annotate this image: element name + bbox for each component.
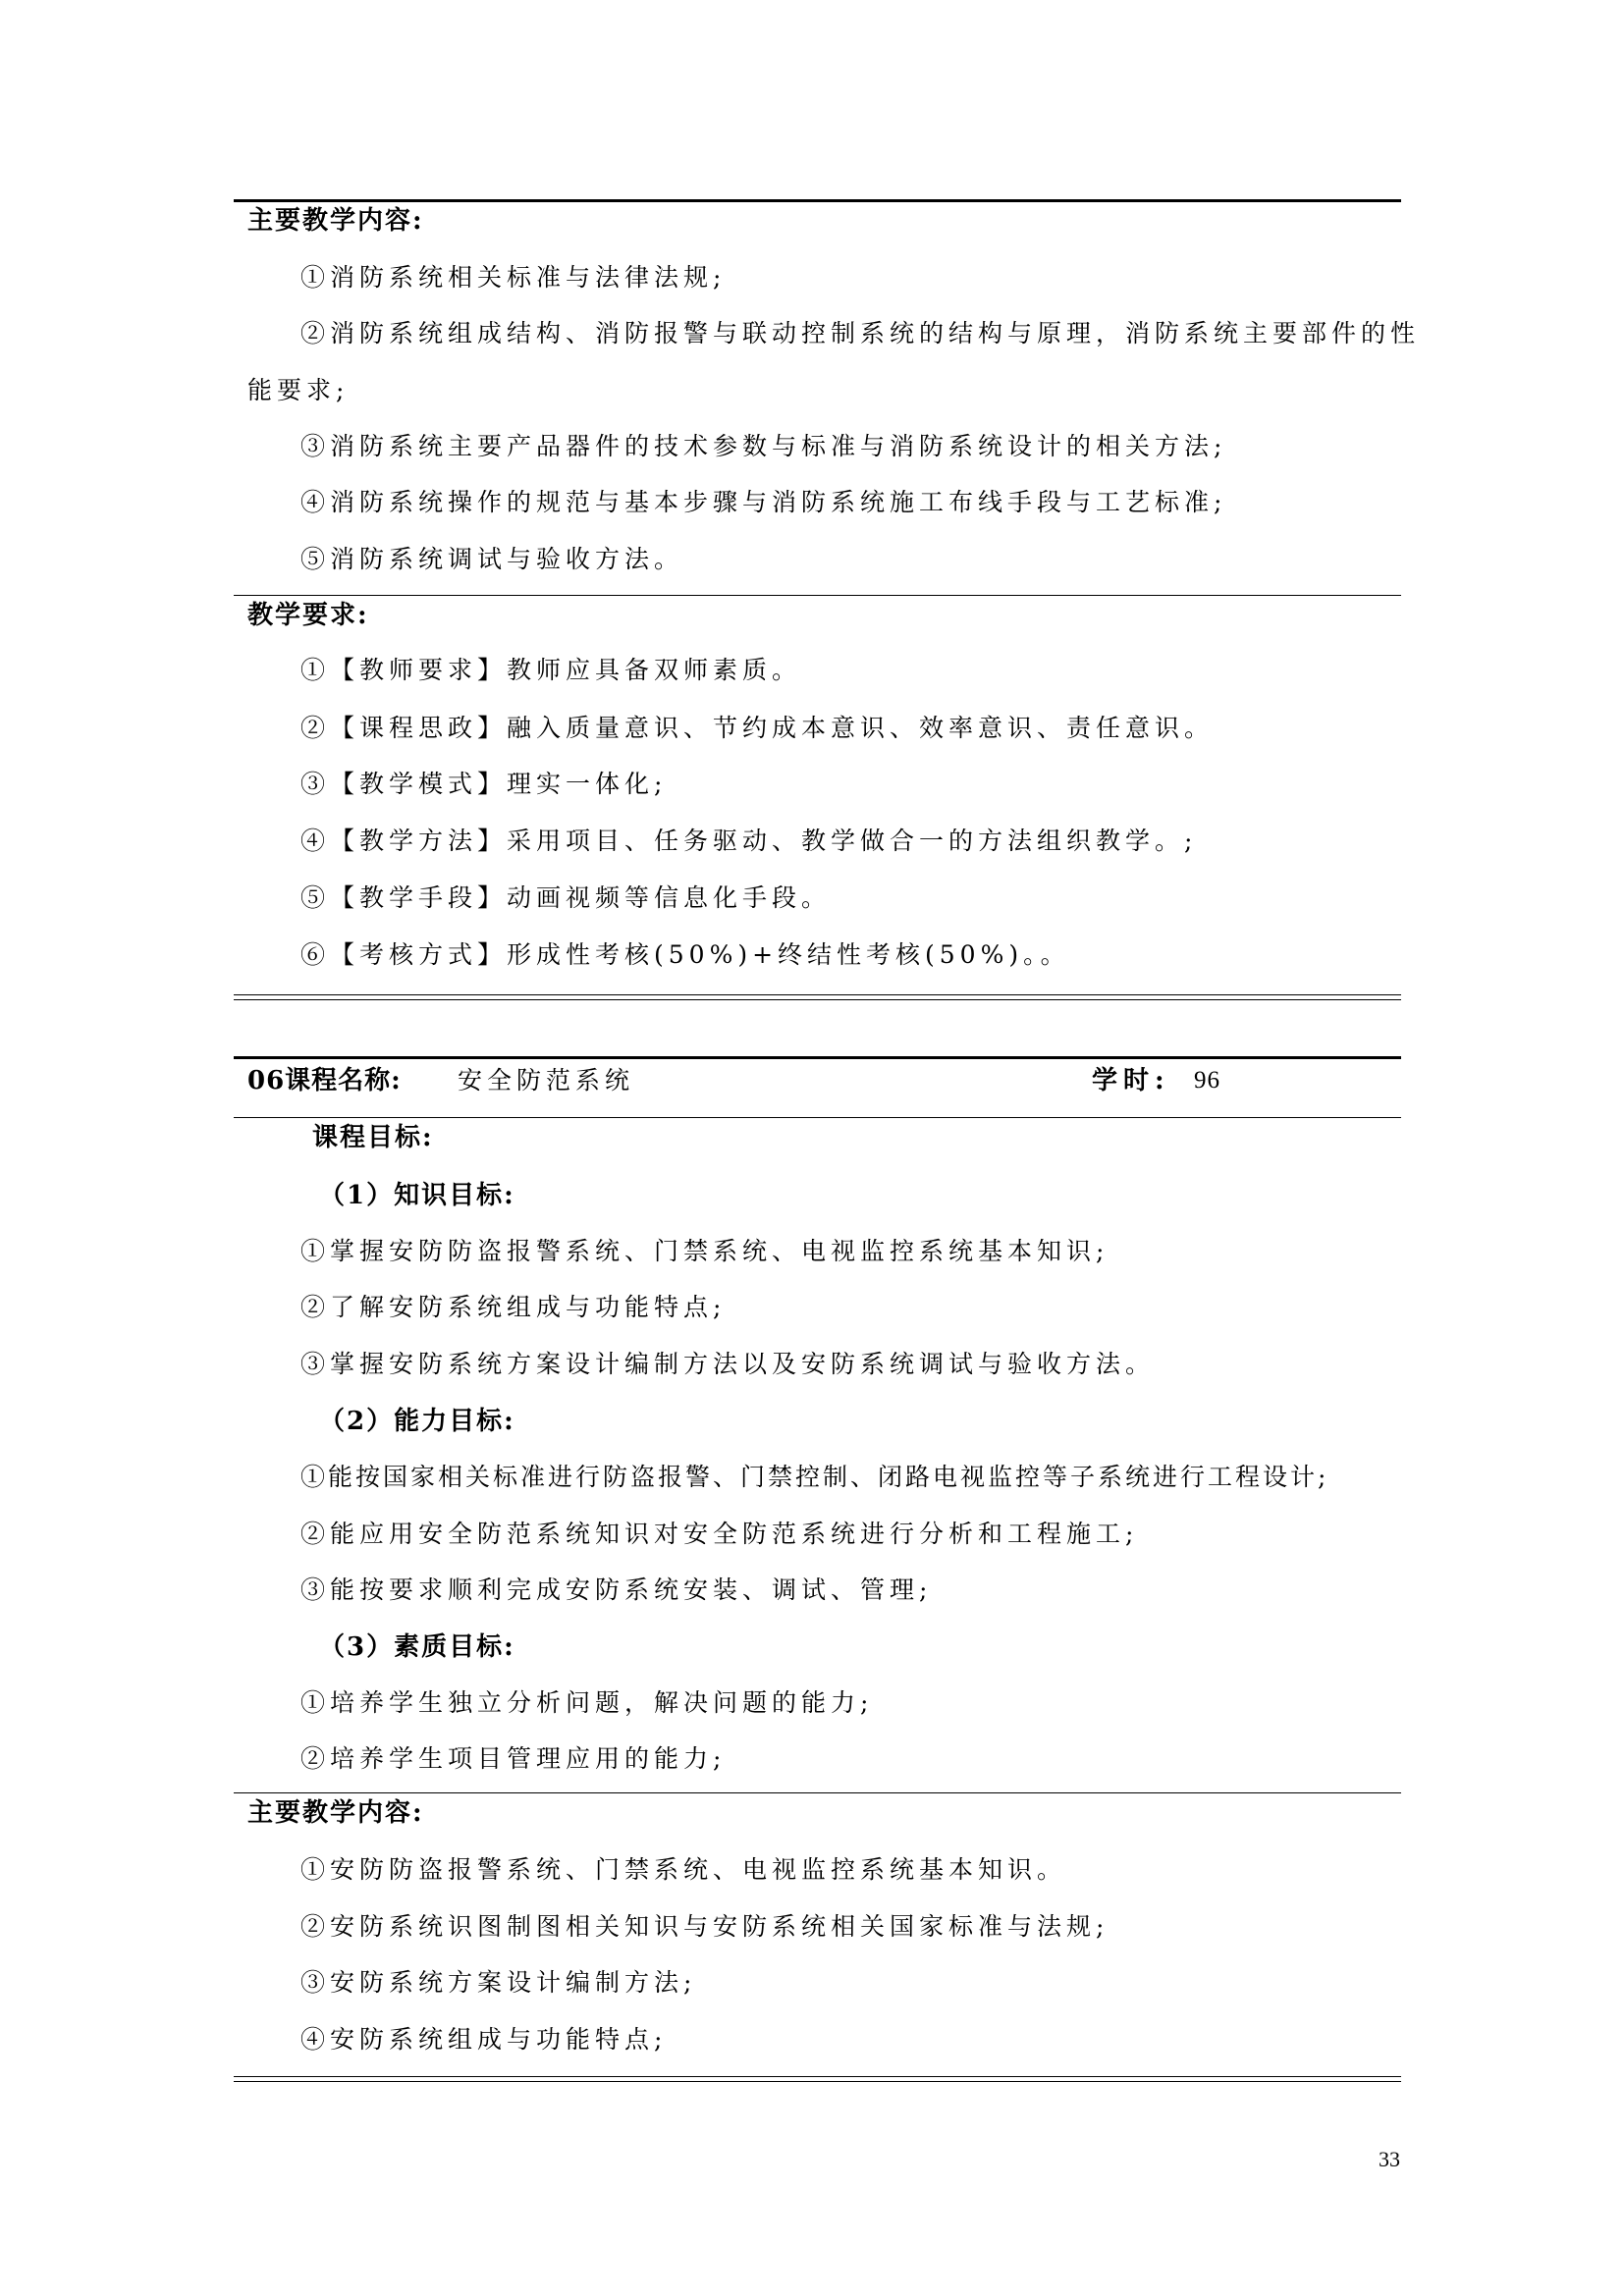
- requirement-item: ⑥【考核方式】形成性考核(50%)+终结性考核(50%)。。: [300, 940, 1070, 969]
- ability-item: ②能应用安全防范系统知识对安全防范系统进行分析和工程施工;: [300, 1520, 1139, 1548]
- requirement-item: ①【教师要求】教师应具备双师素质。: [300, 656, 802, 684]
- course-hours-value: 96: [1194, 1067, 1220, 1094]
- course-hours-label: 学时:: [1092, 1066, 1170, 1095]
- content-item: ②消防系统组成结构、消防报警与联动控制系统的结构与原理，消防系统主要部件的性: [300, 319, 1421, 347]
- goals-heading: 课程目标:: [312, 1123, 434, 1152]
- content-item: ④安防系统组成与功能特点;: [300, 2025, 668, 2054]
- content-item: ①消防系统相关标准与法律法规;: [300, 263, 727, 292]
- top-rule: [234, 199, 1401, 202]
- content-item: ③安防系统方案设计编制方法;: [300, 1968, 697, 1997]
- section-heading: 主要教学内容:: [247, 206, 424, 236]
- course-top-rule: [234, 1056, 1401, 1059]
- quality-item: ①培养学生独立分析问题，解决问题的能力;: [300, 1688, 874, 1717]
- quality-goals-heading: （3）素质目标:: [319, 1632, 515, 1662]
- content-item: ①安防防盗报警系统、门禁系统、电视监控系统基本知识。: [300, 1855, 1067, 1884]
- divider: [234, 595, 1401, 596]
- requirement-item: ②【课程思政】融入质量意识、节约成本意识、效率意识、责任意识。: [300, 714, 1215, 742]
- ability-item: ③能按要求顺利完成安防系统安装、调试、管理;: [300, 1575, 933, 1604]
- requirement-item: ⑤【教学手段】动画视频等信息化手段。: [300, 883, 832, 912]
- section-heading: 主要教学内容:: [247, 1798, 424, 1828]
- content-item: ②安防系统识图制图相关知识与安防系统相关国家标准与法规;: [300, 1912, 1110, 1941]
- section-heading: 教学要求:: [247, 601, 369, 630]
- content-item: ③消防系统主要产品器件的技术参数与标准与消防系统设计的相关方法;: [300, 432, 1227, 460]
- divider: [234, 1792, 1401, 1793]
- content-item: 能要求;: [247, 376, 350, 404]
- knowledge-item: ①掌握安防防盗报警系统、门禁系统、电视监控系统基本知识;: [300, 1237, 1110, 1265]
- requirement-item: ③【教学模式】理实一体化;: [300, 770, 668, 798]
- knowledge-goals-heading: （1）知识目标:: [319, 1181, 515, 1210]
- content-item: ⑤消防系统调试与验收方法。: [300, 545, 684, 573]
- course-name-value: 安全防范系统: [458, 1066, 635, 1095]
- table-bottom-rule: [234, 2076, 1401, 2077]
- ability-item: ①能按国家相关标准进行防盗报警、门禁控制、闭路电视监控等子系统进行工程设计;: [300, 1463, 1329, 1491]
- page-number: 33: [1379, 2147, 1400, 2171]
- course-name-label: 06课程名称:: [247, 1066, 402, 1095]
- quality-item: ②培养学生项目管理应用的能力;: [300, 1744, 727, 1773]
- knowledge-item: ③掌握安防系统方案设计编制方法以及安防系统调试与验收方法。: [300, 1350, 1156, 1378]
- knowledge-item: ②了解安防系统组成与功能特点;: [300, 1293, 727, 1321]
- ability-goals-heading: （2）能力目标:: [319, 1407, 515, 1436]
- table-bottom-rule: [234, 994, 1401, 995]
- table-bottom-rule: [234, 2081, 1401, 2082]
- table-bottom-rule: [234, 999, 1401, 1000]
- requirement-item: ④【教学方法】采用项目、任务驱动、教学做合一的方法组织教学。;: [300, 827, 1198, 855]
- divider: [234, 1117, 1401, 1118]
- content-item: ④消防系统操作的规范与基本步骤与消防系统施工布线手段与工艺标准;: [300, 488, 1227, 516]
